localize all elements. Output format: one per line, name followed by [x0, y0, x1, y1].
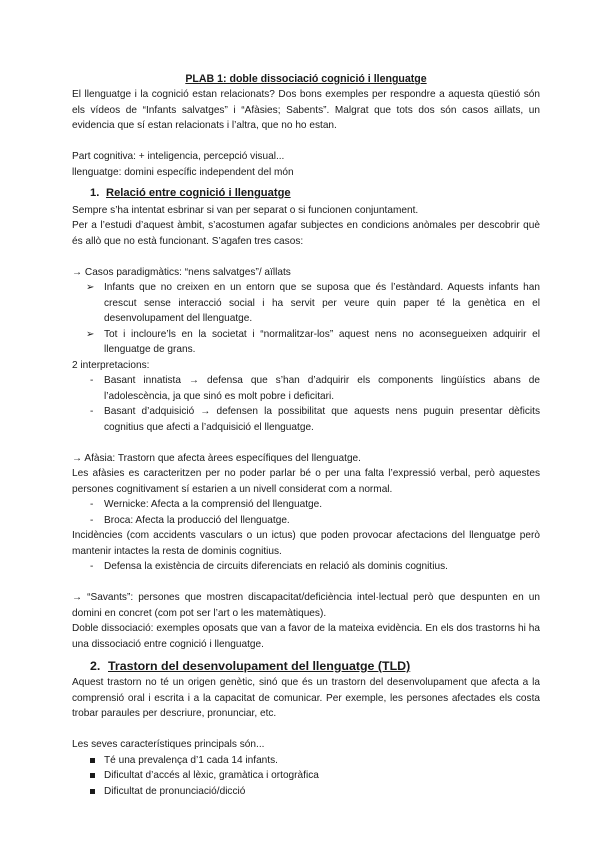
arrowhead-bullet-icon: ➢ [86, 328, 95, 340]
section-2-paragraph: Aquest trastorn no té un origen genètic, sinó que és un trastorn del desenvolupament que afecta a la comprensió oral i escrita i a la capacitat de comunicar. Per exemple, les persones afectades els costa trobar paraules per descriure, pronunciar, etc. [72, 677, 540, 719]
incidences-list [72, 559, 540, 575]
list-item: Té una prevalença d’1 cada 14 infants. [72, 753, 540, 769]
double-dissociation-paragraph: Doble dissociació: exemples oposats que van a favor de la mateixa evidència. En els dos trastorns hi ha una dissociació entre cognició i llenguatge. [72, 623, 540, 650]
section-1-number: 1. [90, 187, 100, 199]
dash-bullet-icon: - [90, 499, 94, 510]
afasia-list [72, 497, 540, 528]
cases-list [72, 280, 540, 358]
characteristics-list [72, 753, 540, 800]
afasia-header: → Afàsia: Trastorn que afecta àrees específiques del llenguatge. [72, 452, 361, 464]
incidences-paragraph: Incidències (com accidents vasculars o un ictus) que poden provocar afectacions del llenguatge però mantenir intactes la resta de dominis cognitius. [72, 530, 540, 557]
dash-bullet-icon: - [90, 406, 94, 417]
section-2-heading [90, 658, 540, 675]
list-item: - Defensa la existència de circuits diferenciats en relació als dominis cognitius. [72, 559, 540, 575]
section-1-paragraph: Per a l’estudi d’aquest àmbit, s’acostumen agafar subjectes en condicions anòmales per descobrir què és allò que no està funcionant. S’agafen tres casos: [72, 220, 540, 247]
dash-bullet-icon: - [90, 514, 94, 526]
list-item: Dificultat de pronunciació/dicció [72, 784, 540, 800]
afasia-paragraph: Les afàsies es caracteritzen per no poder parlar bé o per una falta l’expressió verbal, però aquestes persones cognitivament sí estarien a un nivell considerat com a normal. [72, 468, 540, 495]
list-item: - Basant d’adquisició → defensen la possibilitat que aquests nens puguin presentar dèficits cognitius que afecti a l’adquisició el llenguatge. [90, 406, 540, 433]
square-bullet-icon [90, 773, 95, 778]
characteristics-header: Les seves característiques principals són... [72, 739, 265, 750]
list-item: ➢ Infants que no creixen en un entorn que se suposa que és l’estàndard. Aquests infants han crescut sense interacció social i ha servit per veure quin paper té la genètica en el desenvolupament del llenguatge. [86, 282, 540, 324]
list-item: ➢ Tot i incloure’ls en la societat i “normalitzar-los” aquest nens no aconsegueixen adquirir el llenguatge de grans. [86, 328, 540, 355]
cases-header: → Casos paradigmàtics: “nens salvatges”/ aïllats [72, 266, 291, 278]
square-bullet-icon [90, 758, 95, 763]
list-item: - Basant innatista → defensa que s’han d’adquirir els components lingüístics abans de l’adolescència, ja que sinó es molt pobre i deficitari. [90, 375, 540, 402]
section-1-title: Relació entre cognició i llenguatge [106, 187, 291, 199]
square-bullet-icon [90, 789, 95, 794]
section-1-paragraph: Sempre s’ha intentat esbrinar si van per separat o si funcionen conjuntament. [72, 204, 419, 216]
section-2-title: Trastorn del desenvolupament del llenguatge (TLD) [108, 659, 411, 673]
section-2-number: 2. [90, 659, 101, 673]
interpretations-header: 2 interpretacions: [72, 359, 150, 371]
list-item: - Wernicke: Afecta a la comprensió del llenguatge. [72, 497, 540, 513]
intro-cognitive-note: Part cognitiva: + inteligencia, percepció visual... [72, 151, 285, 162]
arrowhead-bullet-icon: ➢ [86, 282, 95, 293]
list-item: Dificultat d’accés al lèxic, gramàtica i ortogràfica [72, 768, 540, 784]
savants-paragraph: → “Savants”: persones que mostren discapacitat/deficiència intel·lectual però que despunten en un domini en concret (com pot ser l’art o les matemàtiques). [72, 592, 540, 619]
intro-paragraph: El llenguatge i la cognició estan relacionats? Dos bons exemples per respondre a aquesta qüestió són els vídeos de “Infants salvatges” i “Afàsies; Sabents”. Malgrat que tots dos són casos aïllats, un evidencia que sí estan relacionats i l’altra, que no ho estan. [72, 89, 540, 131]
dash-bullet-icon: - [90, 561, 94, 572]
section-1-heading [90, 186, 540, 202]
intro-language-note: llenguatge: domini específic independent del món [72, 166, 294, 178]
list-item: - Broca: Afecta la producció del llenguatge. [72, 513, 540, 529]
dash-bullet-icon: - [90, 375, 94, 386]
document-title: PLAB 1: doble dissociació cognició i llenguatge [185, 73, 427, 85]
interpretations-list [72, 373, 540, 435]
